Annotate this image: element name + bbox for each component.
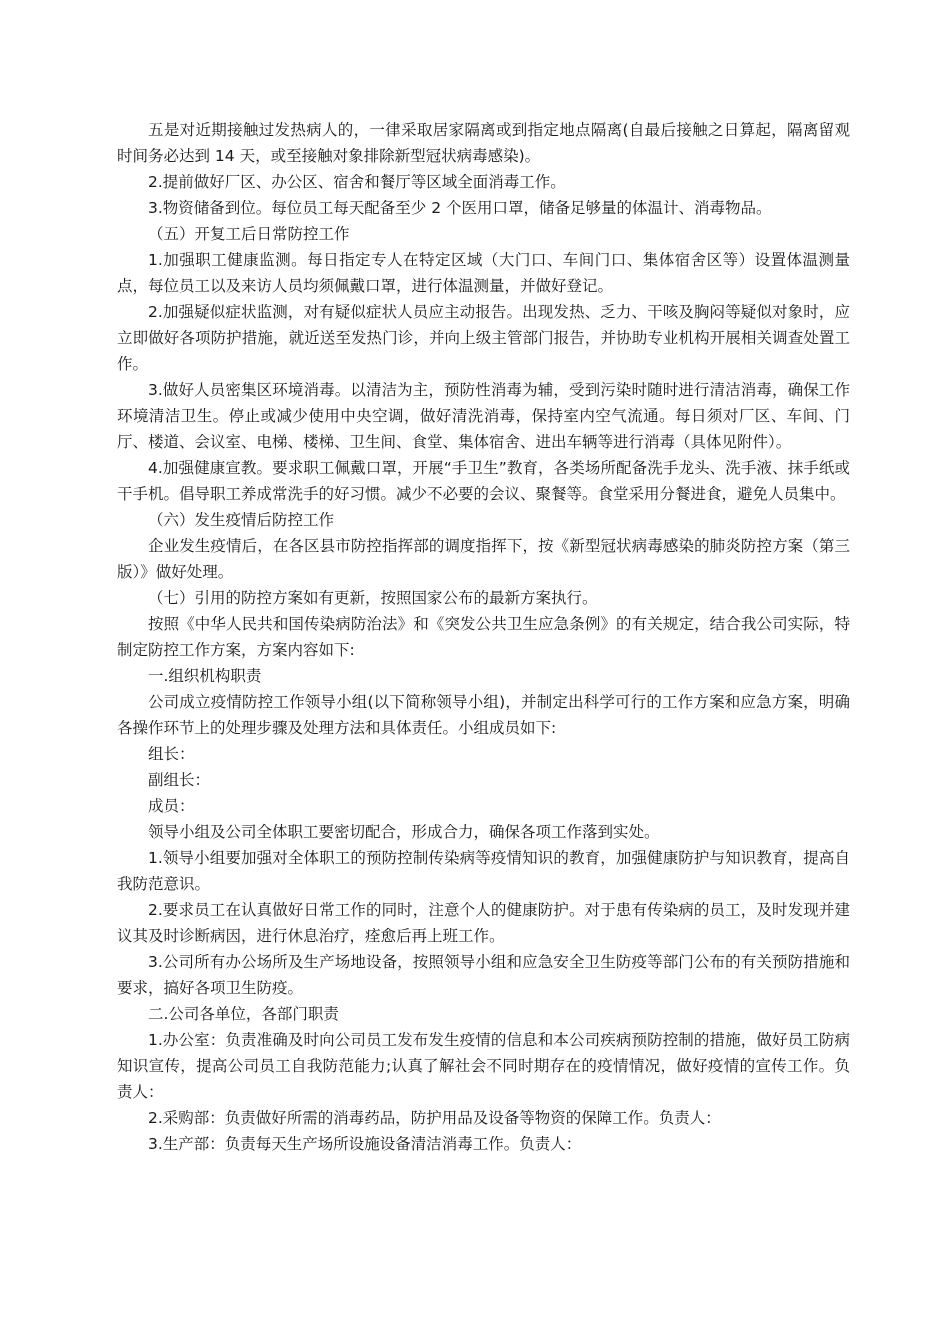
paragraph: 公司成立疫情防控工作领导小组(以下简称领导小组)，并制定出科学可行的工作方案和应急方案，明确各操作环节上的处理步骤及处理方法和具体责任。小组成员如下:: [117, 693, 850, 737]
paragraph: 2.加强疑似症状监测，对有疑似症状人员应主动报告。出现发热、乏力、干咳及胸闷等疑似对象时，应立即做好各项防护措施，就近送至发热门诊，并向上级主管部门报告，并协助专业机构开展相关调查处置工作。: [117, 303, 850, 373]
section-heading: 二.公司各单位，各部门职责: [148, 1005, 339, 1023]
member-line-leader: 组长：: [148, 745, 195, 763]
paragraph: 五是对近期接触过发热病人的，一律采取居家隔离或到指定地点隔离(自最后接触之日算起，隔离留观时间务必达到 14 天，或至接触对象排除新型冠状病毒感染)。: [117, 121, 850, 165]
document-body: [117, 117, 850, 1157]
section-heading: 一.组织机构职责: [148, 667, 262, 685]
paragraph: 1.领导小组要加强对全体职工的预防控制传染病等疫情知识的教育，加强健康防护与知识教育，提高自我防范意识。: [117, 849, 850, 893]
paragraph: 3.公司所有办公场所及生产场地设备，按照领导小组和应急安全卫生防疫等部门公布的有关预防措施和要求，搞好各项卫生防疫。: [117, 953, 850, 997]
paragraph: 企业发生疫情后，在各区县市防控指挥部的调度指挥下，按《新型冠状病毒感染的肺炎防控方案（第三版）》做好处理。: [117, 537, 850, 581]
section-heading: （六）发生疫情后防控工作: [148, 511, 335, 529]
paragraph: 3.做好人员密集区环境消毒。以清洁为主，预防性消毒为辅，受到污染时随时进行清洁消毒，确保工作环境清洁卫生。停止或减少使用中央空调，做好清洗消毒，保持室内空气流通。每日须对厂区、车间、门厅、楼道、会议室、电梯、楼梯、卫生间、食堂、集体宿舍、进出车辆等进行消毒（具体见附件）。: [117, 381, 850, 451]
paragraph: 2.提前做好厂区、办公区、宿舍和餐厅等区域全面消毒工作。: [148, 173, 566, 191]
section-heading: （七）引用的防控方案如有更新，按照国家公布的最新方案执行。: [148, 589, 598, 607]
member-line-members: 成员：: [148, 797, 195, 815]
paragraph: 2.采购部：负责做好所需的消毒药品，防护用品及设备等物资的保障工作。负责人：: [148, 1109, 721, 1127]
paragraph: 3.物资储备到位。每位员工每天配备至少 2 个医用口罩，储备足够量的体温计、消毒物品。: [148, 199, 772, 217]
paragraph: 1.加强职工健康监测。每日指定专人在特定区域（大门口、车间门口、集体宿舍区等）设置体温测量点，每位员工以及来访人员均须佩戴口罩，进行体温测量，并做好登记。: [117, 251, 850, 295]
paragraph: 3.生产部：负责每天生产场所设施设备清洁消毒工作。负责人：: [148, 1135, 582, 1153]
paragraph: 按照《中华人民共和国传染病防治法》和《突发公共卫生应急条例》的有关规定，结合我公司实际，特制定防控工作方案，方案内容如下:: [117, 615, 850, 659]
member-line-deputy: 副组长：: [148, 771, 211, 789]
paragraph: 领导小组及公司全体职工要密切配合，形成合力，确保各项工作落到实处。: [148, 823, 660, 841]
paragraph: 4.加强健康宣教。要求职工佩戴口罩，开展“手卫生”教育，各类场所配备洗手龙头、洗手液、抹手纸或干手机。倡导职工养成常洗手的好习惯。减少不必要的会议、聚餐等。食堂采用分餐进食，避免人员集中。: [117, 459, 850, 503]
paragraph: 1.办公室：负责准确及时向公司员工发布发生疫情的信息和本公司疾病预防控制的措施，做好员工防病知识宣传，提高公司员工自我防范能力;认真了解社会不同时期存在的疫情情况，做好疫情的宣传工作。负责人：: [117, 1031, 850, 1101]
section-heading: （五）开复工后日常防控工作: [148, 225, 350, 243]
paragraph: 2.要求员工在认真做好日常工作的同时，注意个人的健康防护。对于患有传染病的员工，及时发现并建议其及时诊断病因，进行休息治疗，痊愈后再上班工作。: [117, 901, 850, 945]
